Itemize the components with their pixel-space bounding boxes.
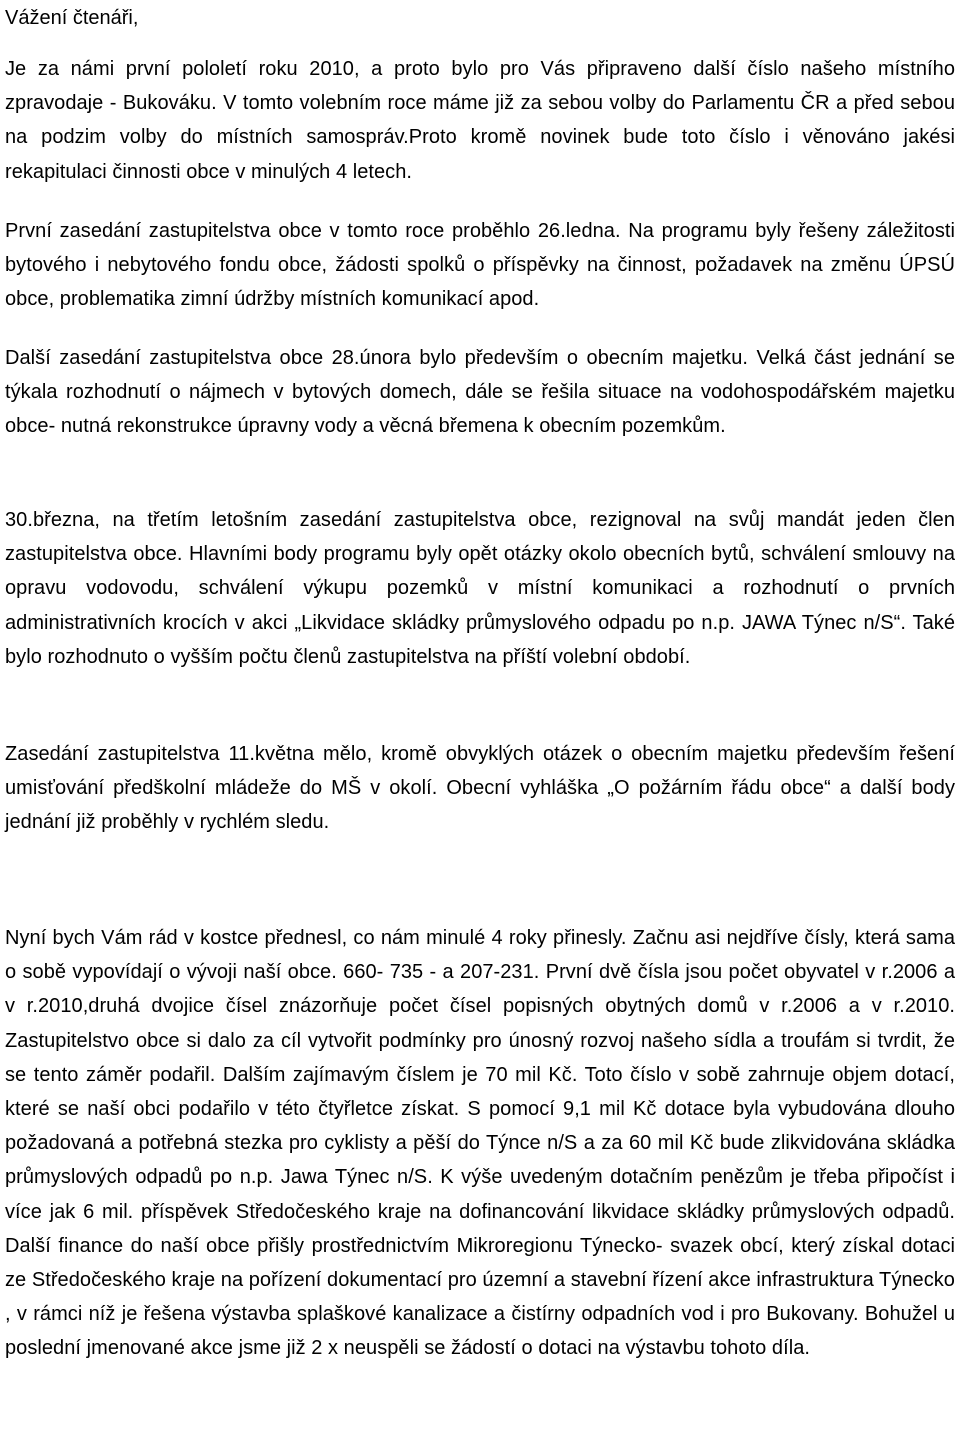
paragraph-four-year-review: Nyní bych Vám rád v kostce přednesl, co nám minulé 4 roky přinesly. Začnu asi nejdříve čísly, která sama o sobě vypovídají o vývoji naší obce. 660- 735 - a 207-231. První dvě čísla jsou počet obyvatel v r.2006 a v r.2010,druhá dvojice čísel znázorňuje počet čísel popisných obytných domů v r.2006 a v r.2010. Zastupitelstvo obce si dalo za cíl vytvořit podmínky pro únosný rozvoj našeho sídla a troufám si tvrdit, že se tento záměr podařil. Dalším zajímavým číslem je 70 mil Kč. Toto číslo v sobě zahrnuje objem dotací, které se naší obci podařilo v této čtyřletce získat. S pomocí 9,1 mil Kč dotace byla vybudována dlouho požadovaná a potřebná stezka pro cyklisty a pěší do Týnce n/S a za 60 mil Kč bude zlikvidována skládka průmyslových odpadů po n.p. Jawa Týnec n/S. K výše uvedeným dotačním penězům je třeba připočíst i více jak 6 mil. příspěvek Středočeského kraje na dofinancování likvidace skládky průmyslových odpadů. Další finance do naší obce přišly prostřednictvím Mikroregionu Týnecko- svazek obcí, který získal dotaci ze Středočeského kraje na pořízení dokumentací pro územní a stavební řízení akce infrastruktura Týnecko , v rámci níž je řešena výstavba splaškové kanalizace a čistírny odpadních vod i pro Bukovany. Bohužel u poslední jmenované akce jsme již 2 x neuspěli se žádostí o dotaci na výstavbu tohoto díla. — [5, 927, 955, 1360]
paragraph-january-session: První zasedání zastupitelstva obce v tomto roce proběhlo 26.ledna. Na programu byly řešeny záležitosti bytového i nebytového fondu obce, žádosti spolků o příspěvky na činnost, požadavek na změnu ÚPSÚ obce, problematika zimní údržby místních komunikací apod. — [5, 220, 955, 311]
paragraph-february-session: Další zasedání zastupitelstva obce 28.února bylo především o obecním majetku. Velká část jednání se týkala rozhodnutí o nájmech v bytových domech, dále se řešila situace na vodohospodářském majetku obce- nutná rekonstrukce úpravny vody a věcná břemena k obecním pozemkům. — [5, 347, 955, 438]
paragraph-march-session: 30.března, na třetím letošním zasedání zastupitelstva obce, rezignoval na svůj mandát jeden člen zastupitelstva obce. Hlavními body programu byly opět otázky okolo obecních bytů, schválení smlouvy na opravu vodovodu, schválení výkupu pozemků v místní komunikaci a rozhodnutí o prvních administrativních krocích v akci „Likvidace skládky průmyslového odpadu po n.p. JAWA Týnec n/S“. Také bylo rozhodnuto o vyšším počtu členů zastupitelstva na příští volební období. — [5, 509, 955, 668]
greeting: Vážení čtenáři, — [5, 7, 139, 29]
intro-paragraph: Je za námi první pololetí roku 2010, a proto bylo pro Vás připraveno další číslo našeho místního zpravodaje - Bukováku. V tomto volebním roce máme již za sebou volby do Parlamentu ČR a před sebou na podzim volby do místních samospráv.Proto kromě novinek bude toto číslo i věnováno jakési rekapitulaci činnosti obce v minulých 4 letech. — [5, 58, 955, 183]
paragraph-may-session: Zasedání zastupitelstva 11.května mělo, kromě obvyklých otázek o obecním majetku především řešení umisťování předškolní mládeže do MŠ v okolí. Obecní vyhláška „O požárním řádu obce“ a další body jednání již proběhly v rychlém sledu. — [5, 743, 955, 834]
